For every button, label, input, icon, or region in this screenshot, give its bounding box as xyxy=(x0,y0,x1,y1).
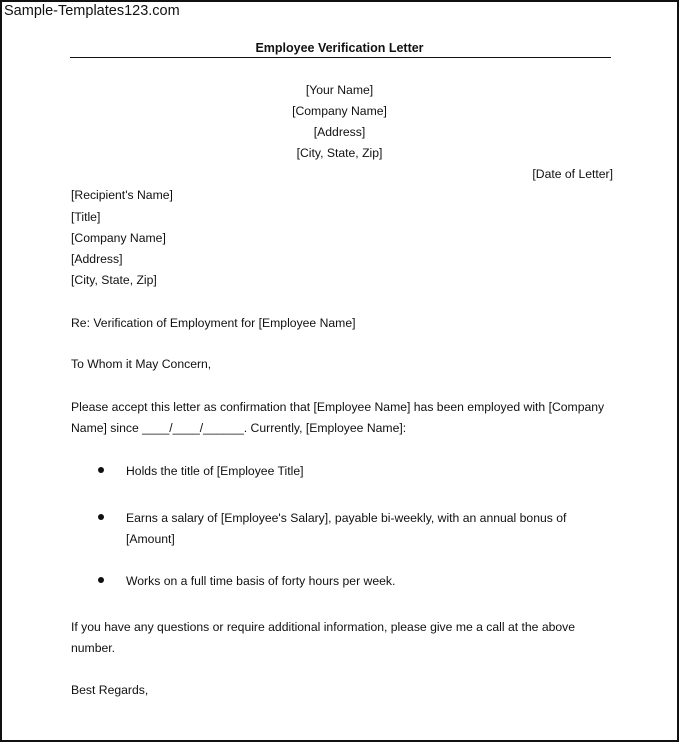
bullet-dot-icon xyxy=(98,577,104,583)
bullet-item-salary: Earns a salary of [Employee's Salary], payable bi-weekly, with an annual bonus of xyxy=(126,511,567,525)
salutation: To Whom it May Concern, xyxy=(71,357,212,371)
site-watermark: Sample-Templates123.com xyxy=(4,3,180,19)
sender-address: [Address] xyxy=(313,125,366,139)
bullet-dot-icon xyxy=(98,467,104,473)
bullet-dot-icon xyxy=(98,514,104,520)
body-paragraph-line: Name] since ____/____/______. Currently, [Employee Name]: xyxy=(71,421,407,435)
sender-city-state-zip: [City, State, Zip] xyxy=(296,146,383,160)
document-title: Employee Verification Letter xyxy=(255,41,424,55)
closing-paragraph-line: If you have any questions or require additional information, please give me a call at the above xyxy=(71,620,576,634)
subject-line: Re: Verification of Employment for [Employee Name] xyxy=(71,316,356,330)
letter-date: [Date of Letter] xyxy=(532,167,613,181)
bullet-item-title: Holds the title of [Employee Title] xyxy=(126,464,304,478)
sender-company: [Company Name] xyxy=(292,104,387,118)
title-underline xyxy=(70,57,611,58)
bullet-item-salary-continued: [Amount] xyxy=(126,532,175,546)
recipient-address: [Address] xyxy=(71,252,123,266)
signoff: Best Regards, xyxy=(71,683,149,697)
sender-name: [Your Name] xyxy=(305,83,374,97)
recipient-name: [Recipient's Name] xyxy=(71,188,173,202)
recipient-title: [Title] xyxy=(71,210,101,224)
recipient-company: [Company Name] xyxy=(71,231,166,245)
bullet-item-hours: Works on a full time basis of forty hours per week. xyxy=(126,574,396,588)
closing-paragraph-line: number. xyxy=(71,641,116,655)
recipient-city-state-zip: [City, State, Zip] xyxy=(71,273,157,287)
body-paragraph-line: Please accept this letter as confirmation that [Employee Name] has been employed with [Company xyxy=(71,400,605,414)
